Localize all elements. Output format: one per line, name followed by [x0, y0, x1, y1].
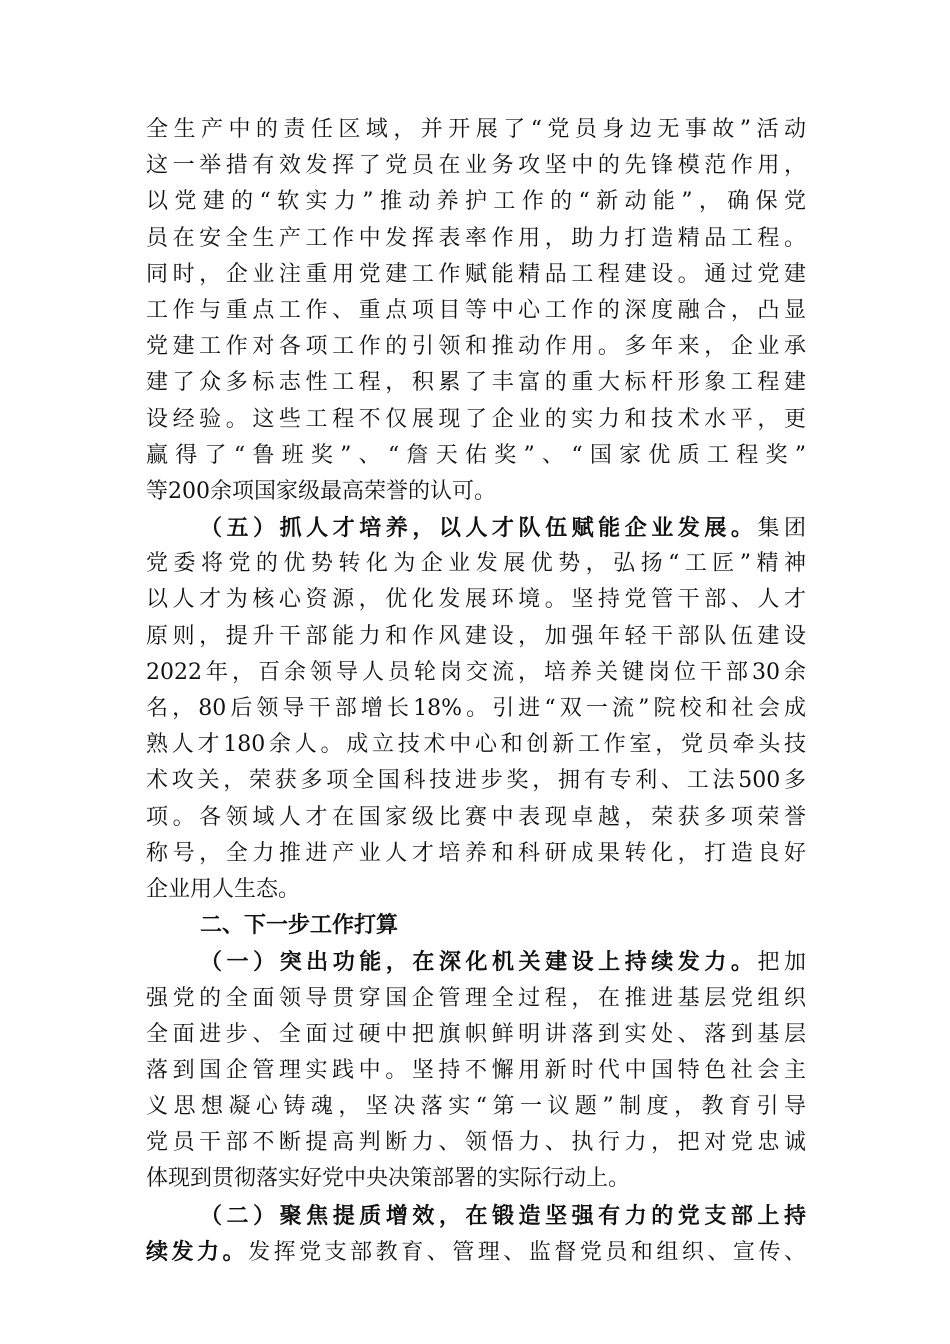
line-text: 同时，企业注重用党建工作赋能精品工程建设。通过党建 — [146, 261, 806, 287]
paragraph-line-section-one — [146, 944, 806, 980]
heading-text: 二、下一步工作打算 — [200, 913, 399, 939]
line-text: 这一举措有效发挥了党员在业务攻坚中的先锋模范作用， — [146, 153, 806, 179]
paragraph-line — [146, 1089, 806, 1125]
paragraph-line — [146, 402, 806, 438]
line-text: 称号，全力推进产业人才培养和科研成果转化，打造良好 — [146, 840, 806, 866]
paragraph-line — [146, 1234, 806, 1270]
line-text: 熟人才180余人。成立技术中心和创新工作室，党员牵头技 — [146, 732, 806, 758]
section-title-two-continued: 续发力。 — [146, 1238, 249, 1265]
line-text: 以人才为核心资源，优化发展环境。坚持党管干部、人才 — [146, 587, 806, 613]
paragraph-line-section-two — [146, 1198, 806, 1234]
paragraph-line — [146, 112, 806, 148]
paragraph-line — [146, 474, 806, 510]
section-title-two: （二）聚焦提质增效，在锻造坚强有力的党支部上持 — [200, 1202, 806, 1229]
line-text: 体现到贯彻落实好党中央决策部署的实际行动上。 — [146, 1166, 631, 1192]
paragraph-line — [146, 800, 806, 836]
line-text: 2022年，百余领导人员轮岗交流，培养关键岗位干部30余 — [146, 659, 806, 685]
line-text: 工作与重点工作、重点项目等中心工作的深度融合，凸显 — [146, 297, 806, 323]
paragraph-line — [146, 691, 806, 727]
paragraph-line — [146, 257, 806, 293]
paragraph-line — [146, 546, 806, 582]
line-text: 原则，提升干部能力和作风建设，加强年轻干部队伍建设 — [146, 623, 806, 649]
paragraph-line — [146, 329, 806, 365]
line-text: 全面进步、全面过硬中把旗帜鲜明讲落到实处、落到基层 — [146, 1021, 806, 1047]
line-text: 全生产中的责任区域，并开展了“党员身边无事故”活动 — [146, 117, 806, 142]
line-text: 企业用人生态。 — [146, 876, 301, 902]
paragraph-line — [146, 365, 806, 401]
line-text: 等200余项国家级最高荣誉的认可。 — [146, 478, 496, 504]
line-text: 设经验。这些工程不仅展现了企业的实力和技术水平，更 — [146, 406, 806, 432]
line-text: 把加 — [757, 950, 806, 976]
line-text: 落到国企管理实践中。坚持不懈用新时代中国特色社会主 — [146, 1057, 806, 1083]
line-text: 集团 — [757, 516, 806, 542]
paragraph-line — [146, 1017, 806, 1053]
line-text: 名，80后领导干部增长18%。引进“双一流”院校和社会成 — [146, 696, 806, 721]
paragraph-line — [146, 293, 806, 329]
paragraph-line — [146, 1125, 806, 1161]
paragraph-line — [146, 619, 806, 655]
line-text: 党员干部不断提高判断力、领悟力、执行力，把对党忠诚 — [146, 1130, 806, 1156]
paragraph-line — [146, 221, 806, 257]
paragraph-line — [146, 184, 806, 220]
section-title-one: （一）突出功能，在深化机关建设上持续发力。 — [200, 949, 758, 976]
paragraph-line — [146, 836, 806, 872]
paragraph-line — [146, 148, 806, 184]
line-text: 发挥党支部教育、管理、监督党员和组织、宣传、 — [248, 1239, 806, 1265]
line-text: 党建工作对各项工作的引领和推动作用。多年来，企业承 — [146, 334, 806, 360]
paragraph-line — [146, 727, 806, 763]
section-heading — [146, 908, 806, 944]
section-title-five: （五）抓人才培养，以人才队伍赋能企业发展。 — [200, 515, 758, 542]
paragraph-line — [146, 582, 806, 618]
paragraph-line — [146, 981, 806, 1017]
paragraph-line — [146, 872, 806, 908]
line-text: 赢得了“鲁班奖”、“詹天佑奖”、“国家优质工程奖” — [146, 442, 806, 468]
paragraph-line — [146, 763, 806, 799]
paragraph-line — [146, 655, 806, 691]
document-body — [146, 112, 806, 1270]
paragraph-line — [146, 438, 806, 474]
line-text: 义思想凝心铸魂，坚决落实“第一议题”制度，教育引导 — [146, 1094, 806, 1120]
line-text: 以党建的“软实力”推动养护工作的“新动能”，确保党 — [146, 189, 806, 215]
paragraph-line-section-five — [146, 510, 806, 546]
line-text: 员在安全生产工作中发挥表率作用，助力打造精品工程。 — [146, 225, 806, 251]
paragraph-line — [146, 1161, 806, 1197]
line-text: 强党的全面领导贯穿国企管理全过程，在推进基层党组织 — [146, 985, 806, 1011]
line-text: 术攻关，荣获多项全国科技进步奖，拥有专利、工法500多 — [146, 768, 806, 794]
line-text: 项。各领域人才在国家级比赛中表现卓越，荣获多项荣誉 — [146, 804, 806, 830]
paragraph-line — [146, 1053, 806, 1089]
line-text: 党委将党的优势转化为企业发展优势，弘扬“工匠”精神 — [146, 551, 806, 577]
line-text: 建了众多标志性工程，积累了丰富的重大标杆形象工程建 — [146, 370, 806, 396]
